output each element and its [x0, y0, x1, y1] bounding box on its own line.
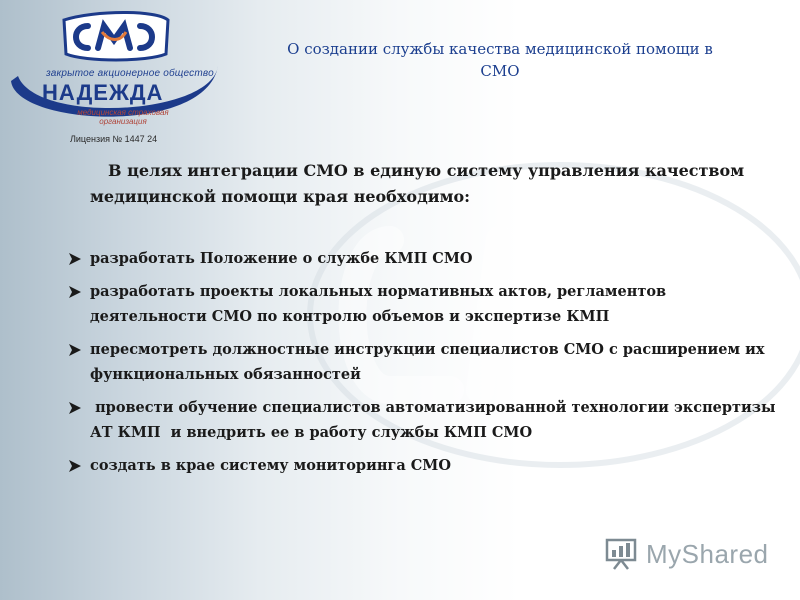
- company-logo: [6, 6, 226, 156]
- bullet-text: разработать Положение о службе КМП СМО: [90, 250, 473, 267]
- slide-title: О создании службы качества медицинской помощи в СМО: [287, 40, 713, 80]
- list-item: [68, 337, 778, 387]
- brand-text: MyShared: [646, 539, 769, 569]
- license-text: Лицензия № 1447 24: [70, 134, 158, 144]
- bullet-list: [68, 246, 786, 486]
- arrow-bullet-icon: [68, 246, 90, 270]
- arrow-bullet-icon: [68, 395, 90, 419]
- myshared-brand[interactable]: [604, 535, 794, 575]
- slide-intro: В целях интеграции СМО в единую систему управления качеством медицинской помощи края необходимо:: [90, 161, 745, 206]
- arrow-bullet-icon: [68, 279, 90, 303]
- bullet-text: разработать проекты локальных нормативных актов, регламентов деятельности СМО по контролю объемов и экспертизе КМП: [90, 283, 667, 325]
- logo-subtitle-bottom: медицинская страховая организация: [77, 108, 169, 126]
- list-item: [68, 246, 778, 271]
- bullet-text: провести обучение специалистов автоматизированной технологии экспертизы АТ КМП и внедрить ее в работу службы КМП СМО: [90, 399, 786, 441]
- bullet-text: создать в крае систему мониторинга СМО: [90, 457, 451, 474]
- list-item: [68, 395, 786, 445]
- presentation-board-icon: [604, 537, 640, 571]
- list-item: [68, 279, 778, 329]
- arrow-bullet-icon: [68, 453, 90, 477]
- arrow-bullet-icon: [68, 337, 90, 361]
- logo-subtitle-top: закрытое акционерное общество: [46, 68, 214, 79]
- list-item: [68, 453, 778, 478]
- logo-name: НАДЕЖДА: [42, 80, 164, 105]
- bullet-text: пересмотреть должностные инструкции специалистов СМО с расширением их функциональных обязанностей: [90, 341, 765, 383]
